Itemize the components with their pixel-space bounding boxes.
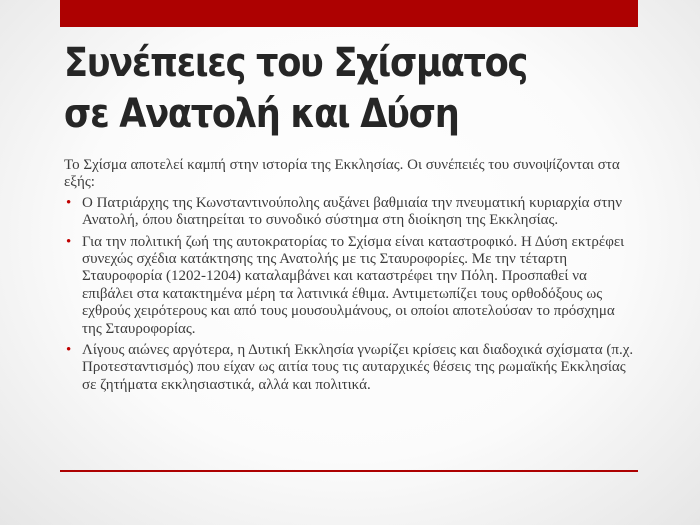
bullet-list [64,195,634,394]
slide-title-line-2: σε Ανατολή και Δύση [64,91,459,137]
bullet-icon: • [66,194,72,211]
bullet-text: Για την πολιτική ζωή της αυτοκρατορίας το Σχίσμα είναι καταστροφικό. Η Δύση εκτρέφει συνεχώς σχέδια κατάκτησης της Ανατολής με τις Σταυροφορίες. Με την τέταρτη Σταυροφορία (1202-1204) καταλαμβάνει και καταστρέφει την Πόλη. Προσπαθεί να επιβάλει στα κατακτημένα μέρη τα λατινικά έθιμα. Αντιμετωπίζει τους ορθοδόξους ως εχθρούς χειρότερους και από τους μουσουλμάνους, οι οποίοι αποτελούσαν το πρόσχημα της Σταυροφορίας. [82,233,625,337]
bullet-item [64,195,634,230]
slide-body [64,157,634,398]
slide-title-line-1: Συνέπειες του Σχίσματος [64,40,528,86]
bottom-accent-line [60,470,638,472]
bullet-item [64,342,634,394]
intro-paragraph: Το Σχίσμα αποτελεί καμπή στην ιστορία της Εκκλησίας. Οι συνέπειές του συνοψίζονται στα εξής: [64,157,620,191]
bullet-icon: • [66,233,72,250]
bullet-text: Ο Πατριάρχης της Κωνσταντινούπολης αυξάνει βαθμιαία την πνευματική κυριαρχία στην Ανατολή, όπου διατηρείται το συνοδικό σύστημα στη διοίκηση της Εκκλησίας. [82,194,623,229]
bullet-item [64,234,634,338]
top-accent-bar [60,0,638,27]
bullet-text: Λίγους αιώνες αργότερα, η Δυτική Εκκλησία γνωρίζει κρίσεις και διαδοχικά σχίσματα (π.χ. Προτεσταντισμός) που είχαν ως αιτία τους τις αυταρχικές θέσεις της ρωμαϊκής Εκκλησίας σε ζητήματα εκκλησιαστικά, αλλά και πολιτικά. [82,342,634,393]
slide-title [64,38,574,140]
bullet-icon: • [66,342,72,359]
